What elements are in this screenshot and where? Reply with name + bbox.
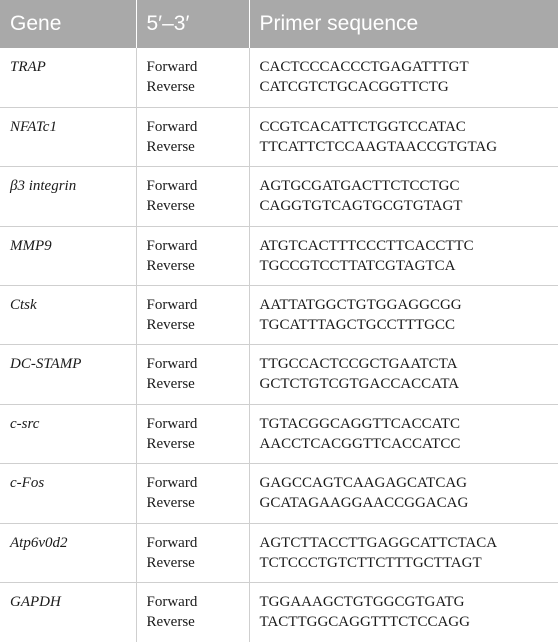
reverse-label: Reverse [146,317,195,334]
gene-name-cell: c-Fos [0,464,136,523]
reverse-sequence: GCTCTGTCGTGACCACCATA [259,376,460,393]
sequence-cell [249,464,558,523]
forward-sequence: CACTCCCACCCTGAGATTTGT [259,59,469,75]
direction-cell [136,286,249,345]
table-row [0,167,558,226]
reverse-label: Reverse [146,257,195,274]
gene-name-cell: Ctsk [0,286,136,345]
direction-cell [136,167,249,226]
sequence-cell [249,167,558,226]
reverse-sequence: TCTCCCTGTCTTCTTTGCTTAGT [259,554,482,571]
direction-cell [136,226,249,285]
reverse-label: Reverse [146,554,195,571]
table-row [0,464,558,523]
forward-label: Forward [146,118,198,135]
table-row [0,107,558,166]
gene-name-cell: Atp6v0d2 [0,523,136,582]
forward-sequence: ATGTCACTTTCCCTTCACCTTC [259,237,474,254]
forward-sequence: AGTCTTACCTTGAGGCATTCTACA [259,534,498,551]
direction-cell [136,48,249,107]
forward-sequence: TGTACGGCAGGTTCACCATC [259,415,460,432]
forward-sequence: CCGTCACATTCTGGTCCATAC [259,118,466,135]
reverse-sequence: TACTTGGCAGGTTTCTCCAGG [259,614,470,631]
direction-cell [136,107,249,166]
table-body [0,48,558,642]
table-row [0,286,558,345]
gene-name-cell: c-src [0,404,136,463]
gene-name-cell: MMP9 [0,226,136,285]
forward-label: Forward [146,415,198,432]
sequence-cell [249,583,558,642]
reverse-sequence: TGCATTTAGCTGCCTTTGCC [259,317,455,334]
direction-cell [136,464,249,523]
sequence-cell [249,404,558,463]
reverse-sequence: GCATAGAAGGAACCGGACAG [259,495,469,512]
header-gene: Gene [0,0,136,48]
forward-label: Forward [146,59,198,75]
direction-cell [136,583,249,642]
reverse-label: Reverse [146,614,195,631]
forward-label: Forward [146,297,198,314]
header-sequence: Primer sequence [249,0,558,48]
forward-label: Forward [146,237,198,254]
forward-sequence: TGGAAAGCTGTGGCGTGATG [259,594,465,611]
direction-cell [136,404,249,463]
forward-label: Forward [146,534,198,551]
sequence-cell [249,48,558,107]
forward-label: Forward [146,356,198,373]
table-row [0,226,558,285]
reverse-sequence: TGCCGTCCTTATCGTAGTCA [259,257,456,274]
gene-name-cell: DC-STAMP [0,345,136,404]
direction-cell [136,523,249,582]
sequence-cell [249,523,558,582]
reverse-label: Reverse [146,435,195,452]
sequence-cell [249,226,558,285]
reverse-sequence: CATCGTCTGCACGGTTCTG [259,79,449,95]
gene-name-cell: NFATc1 [0,107,136,166]
header-row [0,0,558,48]
reverse-label: Reverse [146,79,195,95]
reverse-label: Reverse [146,138,195,155]
forward-label: Forward [146,594,198,611]
reverse-label: Reverse [146,376,195,393]
forward-sequence: AATTATGGCTGTGGAGGCGG [259,297,462,314]
forward-label: Forward [146,178,198,195]
header-direction: 5′–3′ [136,0,249,48]
table-header [0,0,558,48]
table-row [0,48,558,107]
forward-label: Forward [146,475,198,492]
table-row [0,523,558,582]
reverse-sequence: CAGGTGTCAGTGCGTGTAGT [259,198,463,215]
table-row [0,404,558,463]
sequence-cell [249,345,558,404]
forward-sequence: AGTGCGATGACTTCTCCTGC [259,178,460,195]
table-row [0,583,558,642]
table-row [0,345,558,404]
reverse-label: Reverse [146,495,195,512]
reverse-sequence: TTCATTCTCCAAGTAACCGTGTAG [259,138,498,155]
gene-name-cell: β3 integrin [0,167,136,226]
reverse-sequence: AACCTCACGGTTCACCATCC [259,435,461,452]
reverse-label: Reverse [146,198,195,215]
gene-name-cell: GAPDH [0,583,136,642]
forward-sequence: GAGCCAGTCAAGAGCATCAG [259,475,468,492]
forward-sequence: TTGCCACTCCGCTGAATCTA [259,356,458,373]
gene-name-cell: TRAP [0,48,136,107]
sequence-cell [249,107,558,166]
direction-cell [136,345,249,404]
sequence-cell [249,286,558,345]
